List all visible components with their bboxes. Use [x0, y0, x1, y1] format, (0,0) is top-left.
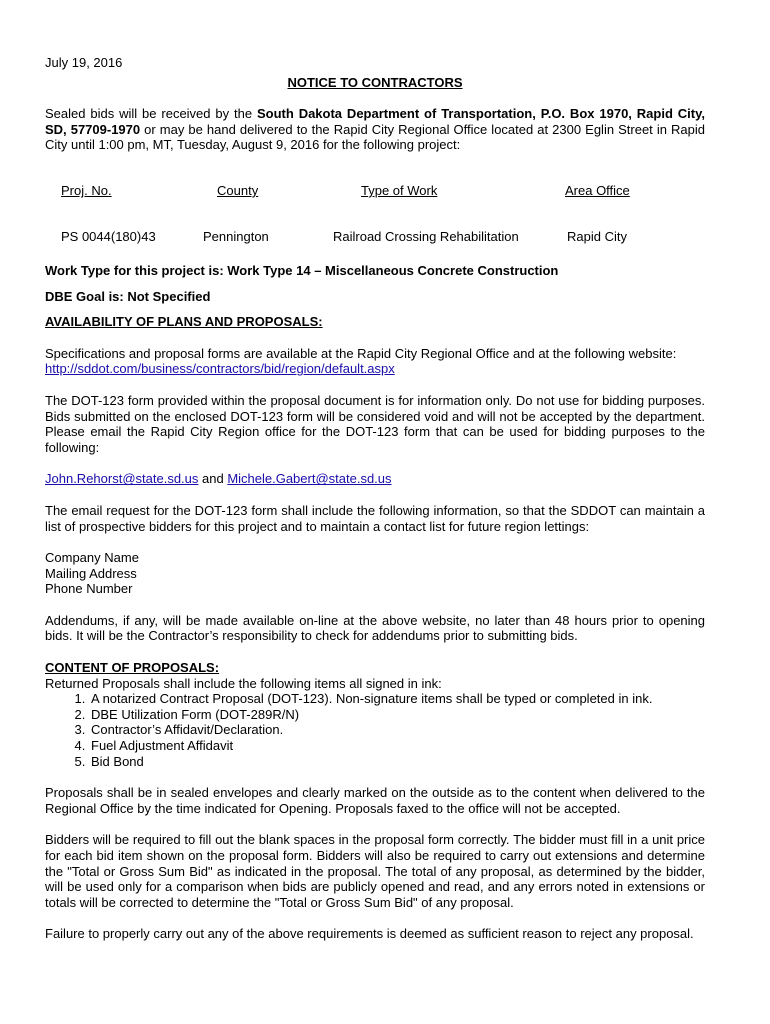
- dbe-goal: DBE Goal is: Not Specified: [45, 288, 211, 304]
- email-link-gabert[interactable]: Michele.Gabert@state.sd.us: [227, 471, 392, 487]
- cell-county: Pennington: [203, 228, 269, 244]
- sddot-website-link[interactable]: http://sddot.com/business/contractors/bid/region/default.aspx: [45, 361, 395, 377]
- work-type: Work Type for this project is: Work Type 14 – Miscellaneous Concrete Construction: [45, 262, 559, 278]
- cell-proj-no: PS 0044(180)43: [61, 228, 156, 244]
- info-mailing-address: Mailing Address: [45, 565, 137, 581]
- cell-area-office: Rapid City: [567, 228, 627, 244]
- sealed-envelopes-paragraph: Proposals shall be in sealed envelopes and clearly marked on the outside as to the content when delivered to the Regional Office by the time indicated for Opening. Proposals faxed to the office will not be accepted.: [45, 785, 705, 816]
- availability-heading: AVAILABILITY OF PLANS AND PROPOSALS:: [45, 314, 323, 330]
- header-county: County: [217, 182, 259, 198]
- header-area-office: Area Office: [565, 182, 630, 198]
- header-proj-no: Proj. No.: [61, 182, 112, 198]
- notice-date: July 19, 2016: [45, 55, 123, 70]
- intro-text-1: Sealed bids will be received by the: [45, 106, 257, 122]
- dot123-paragraph: The DOT-123 form provided within the proposal document is for information only. Do not use for bidding purposes. Bids submitted on the enclosed DOT-123 form will be considered void and will not be accepted by the department. Please email the Rapid City Region office for the DOT-123 form that can be used for bidding purposes to the following:: [45, 392, 705, 455]
- specs-text: Specifications and proposal forms are available at the Rapid City Regional Office and at the following website:: [45, 345, 677, 361]
- list-item: 1. A notarized Contract Proposal (DOT-123). Non-signature items shall be typed or completed in ink.: [89, 691, 705, 707]
- list-item: 4. Fuel Adjustment Affidavit: [89, 738, 705, 754]
- cell-type-of-work: Railroad Crossing Rehabilitation: [333, 228, 519, 244]
- info-phone-number: Phone Number: [45, 581, 133, 597]
- intro-text-2: or may be hand delivered to the Rapid City Regional Office located at 2300 Eglin Street in Rapid City until 1:00 pm, MT, Tuesday, August 9, 2016 for the following project:: [45, 121, 705, 153]
- list-item: 2. DBE Utilization Form (DOT-289R/N): [89, 707, 705, 723]
- intro-paragraph: [45, 106, 705, 153]
- failure-paragraph: Failure to properly carry out any of the above requirements is deemed as sufficient reason to reject any proposal.: [45, 926, 694, 942]
- notice-title: NOTICE TO CONTRACTORS: [287, 74, 463, 90]
- document-page: [45, 55, 705, 942]
- project-table: [61, 183, 705, 253]
- list-item: 5. Bid Bond: [89, 754, 705, 770]
- addendums-paragraph: Addendums, if any, will be made available on-line at the above website, no later than 48 hours prior to opening bids. It will be the Contractor’s responsibility to check for addendums prior to submitting bids.: [45, 612, 705, 644]
- email-request-paragraph: The email request for the DOT-123 form shall include the following information, so that the SDDOT can maintain a list of prospective bidders for this project and to maintain a contact list for future region lettings:: [45, 502, 705, 534]
- proposal-items-list: [45, 691, 705, 769]
- header-type-of-work: Type of Work: [361, 182, 438, 198]
- email-link-rehorst[interactable]: John.Rehorst@state.sd.us: [45, 471, 199, 487]
- and-text: and: [198, 471, 228, 487]
- info-company-name: Company Name: [45, 550, 139, 566]
- list-item: 3. Contractor’s Affidavit/Declaration.: [89, 722, 705, 738]
- intro-department-address: South Dakota Department of Transportation, P.O. Box 1970, Rapid City, SD, 57709-1970: [45, 106, 705, 137]
- content-heading: CONTENT OF PROPOSALS:: [45, 660, 220, 676]
- required-info-list: [45, 550, 705, 597]
- bidders-paragraph: Bidders will be required to fill out the blank spaces in the proposal form correctly. The bidder must fill in a unit price for each bid item shown on the proposal form. Bidders will also be required to carry out extensions and determine the "Total or Gross Sum Bid" as indicated in the proposal. The total of any proposal, as determined by the bidder, will be used only for a comparison when bids are publicly opened and read, and any errors noted in extensions or totals will be corrected to determine the "Total or Gross Sum Bid" of any proposal.: [45, 832, 705, 910]
- content-intro: Returned Proposals shall include the following items all signed in ink:: [45, 675, 442, 691]
- specs-paragraph: [45, 346, 705, 377]
- email-contacts: [45, 471, 705, 487]
